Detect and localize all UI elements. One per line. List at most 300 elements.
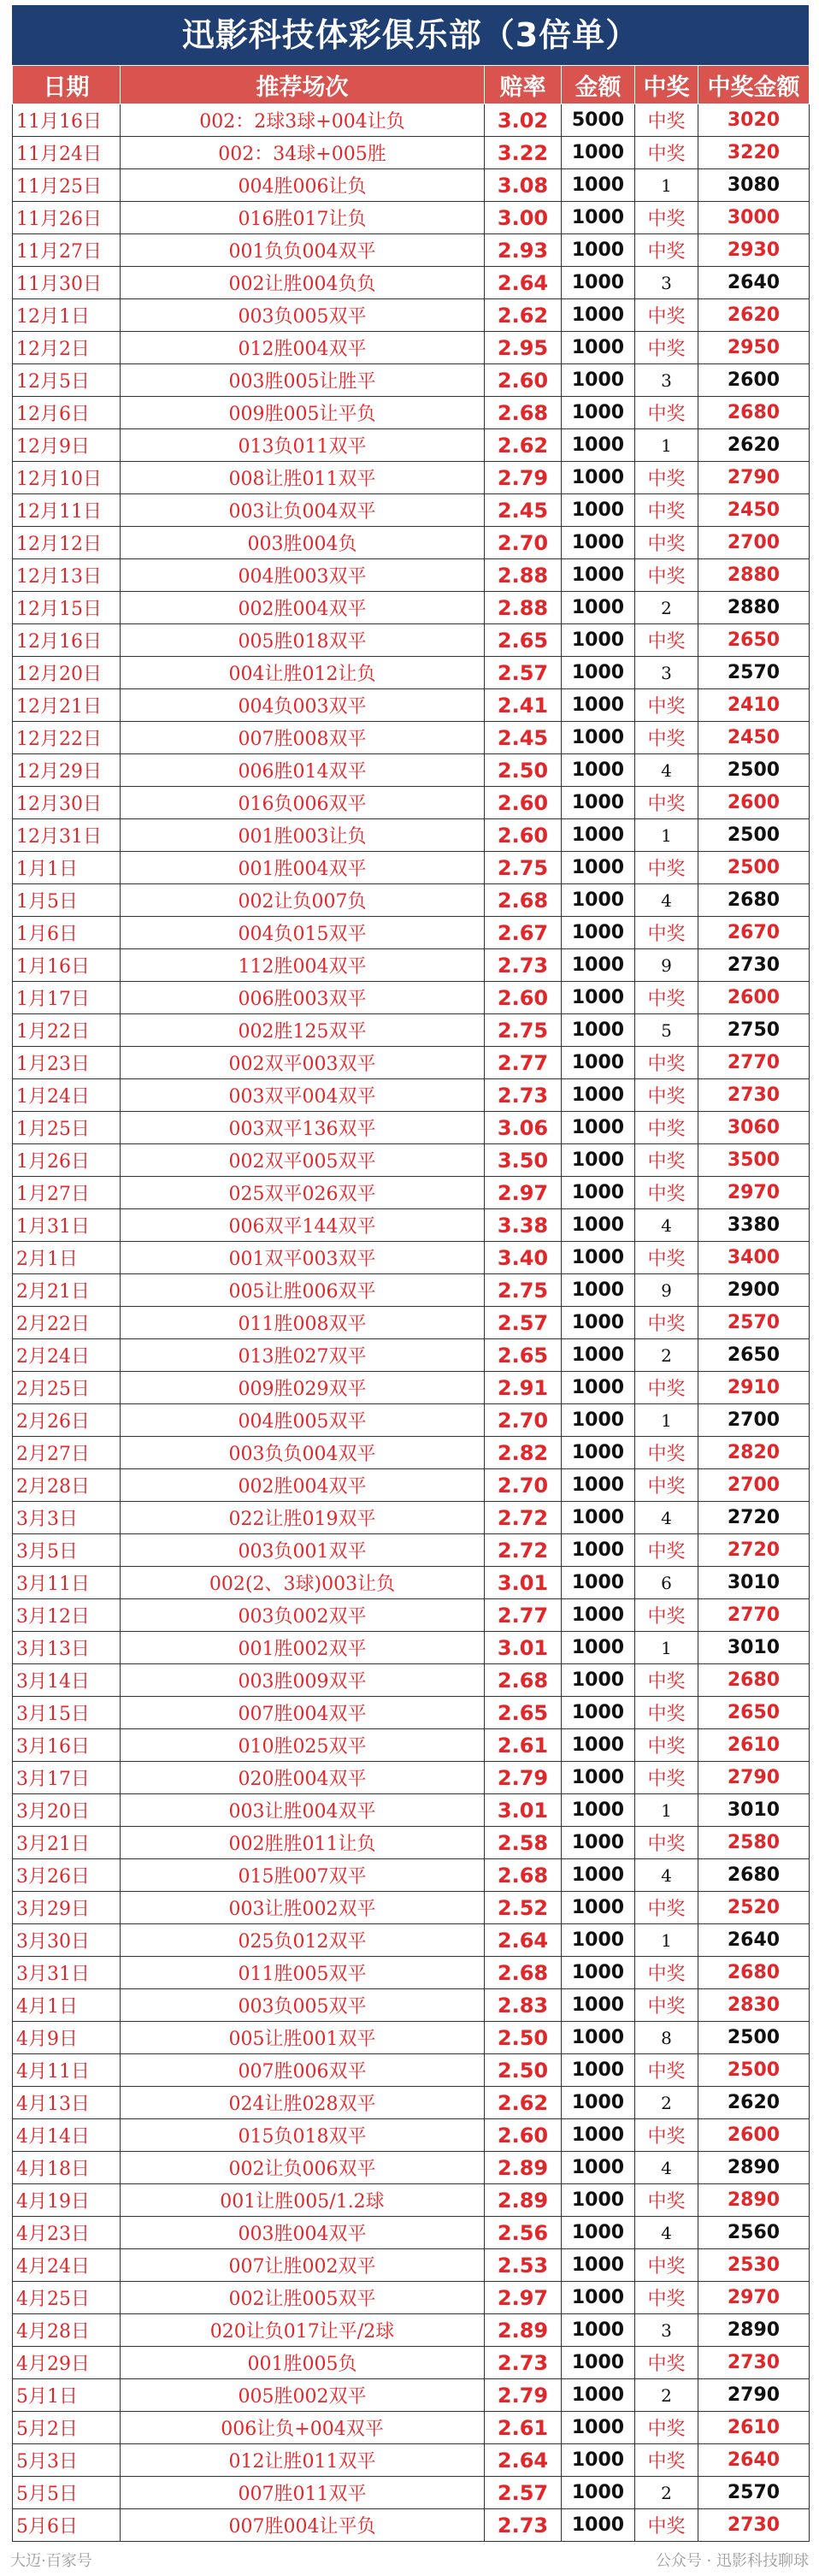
cell-amount: 1000: [562, 462, 635, 494]
cell-date: 2月27日: [13, 1437, 121, 1469]
table-row: [13, 1469, 810, 1502]
cell-match: 015胜007双平: [121, 1859, 485, 1892]
cell-prize: 2640: [698, 2444, 810, 2477]
table-row: [13, 494, 810, 527]
table-row: [13, 1339, 810, 1372]
cell-date: 5月1日: [13, 2379, 121, 2412]
cell-prize: 2730: [698, 2509, 810, 2542]
cell-result: 中奖: [635, 104, 698, 137]
cell-result: 中奖: [635, 1047, 698, 1079]
cell-date: 2月24日: [13, 1339, 121, 1372]
cell-prize: 3080: [698, 169, 810, 202]
cell-odds: 2.73: [485, 2509, 562, 2542]
cell-odds: 2.68: [485, 1859, 562, 1892]
cell-amount: 1000: [562, 2217, 635, 2249]
cell-match: 001让胜005/1.2球: [121, 2184, 485, 2217]
cell-date: 1月23日: [13, 1047, 121, 1079]
cell-prize: 2600: [698, 787, 810, 819]
cell-amount: 1000: [562, 2022, 635, 2054]
header-result: 中奖: [635, 66, 698, 104]
cell-odds: 2.91: [485, 1372, 562, 1404]
cell-date: 3月26日: [13, 1859, 121, 1892]
cell-amount: 1000: [562, 1729, 635, 1762]
table-row: [13, 559, 810, 592]
cell-result: 中奖: [635, 787, 698, 819]
cell-date: 12月22日: [13, 722, 121, 754]
cell-amount: 1000: [562, 592, 635, 624]
cell-amount: 1000: [562, 1177, 635, 1209]
cell-result: 中奖: [635, 2509, 698, 2542]
table-row: [13, 1144, 810, 1177]
cell-prize: 2650: [698, 1697, 810, 1729]
cell-match: 007胜008双平: [121, 722, 485, 754]
cell-prize: 2640: [698, 267, 810, 299]
table-row: [13, 819, 810, 852]
cell-result: 中奖: [635, 332, 698, 364]
cell-match: 003胜004负: [121, 527, 485, 559]
table-row: [13, 787, 810, 819]
cell-odds: 3.02: [485, 104, 562, 137]
cell-amount: 1000: [562, 1664, 635, 1697]
cell-odds: 2.53: [485, 2249, 562, 2282]
header-match: 推荐场次: [121, 66, 485, 104]
cell-date: 12月10日: [13, 462, 121, 494]
cell-odds: 2.77: [485, 1599, 562, 1632]
cell-odds: 2.67: [485, 917, 562, 949]
cell-date: 1月24日: [13, 1079, 121, 1112]
cell-match: 006让负+004双平: [121, 2412, 485, 2444]
cell-date: 12月29日: [13, 754, 121, 787]
cell-odds: 2.97: [485, 1177, 562, 1209]
cell-result: 中奖: [635, 624, 698, 657]
cell-match: 022让胜019双平: [121, 1502, 485, 1534]
cell-amount: 1000: [562, 267, 635, 299]
cell-prize: 2790: [698, 462, 810, 494]
cell-prize: 2750: [698, 1014, 810, 1047]
cell-prize: 2500: [698, 2022, 810, 2054]
cell-date: 3月13日: [13, 1632, 121, 1664]
cell-amount: 1000: [562, 852, 635, 884]
cell-date: 12月6日: [13, 397, 121, 429]
cell-prize: 2790: [698, 2379, 810, 2412]
table-row: [13, 1404, 810, 1437]
table-row: [13, 2379, 810, 2412]
cell-odds: 2.79: [485, 462, 562, 494]
watermark-right: 公众号 · 迅影科技聊球: [655, 2552, 809, 2570]
table-row: [13, 1924, 810, 1957]
cell-prize: 2830: [698, 1989, 810, 2022]
cell-match: 002让负007负: [121, 884, 485, 917]
cell-prize: 2770: [698, 1047, 810, 1079]
cell-amount: 1000: [562, 1892, 635, 1924]
cell-match: 020胜004双平: [121, 1762, 485, 1794]
cell-prize: 2600: [698, 2119, 810, 2152]
cell-result: 中奖: [635, 1534, 698, 1567]
cell-result: 中奖: [635, 397, 698, 429]
table-row: [13, 137, 810, 169]
cell-result: 2: [635, 2477, 698, 2509]
cell-result: 中奖: [635, 1242, 698, 1274]
cell-result: 中奖: [635, 917, 698, 949]
cell-date: 12月15日: [13, 592, 121, 624]
cell-date: 1月1日: [13, 852, 121, 884]
cell-result: 中奖: [635, 1079, 698, 1112]
cell-match: 016胜017让负: [121, 202, 485, 234]
table-row: [13, 1989, 810, 2022]
table-row: [13, 722, 810, 754]
cell-result: 中奖: [635, 2412, 698, 2444]
cell-amount: 1000: [562, 1014, 635, 1047]
table-row: [13, 2022, 810, 2054]
cell-match: 003让负004双平: [121, 494, 485, 527]
lottery-record-sheet: [12, 5, 809, 2542]
cell-amount: 1000: [562, 722, 635, 754]
cell-amount: 1000: [562, 1209, 635, 1242]
cell-match: 112胜004双平: [121, 949, 485, 982]
cell-date: 2月1日: [13, 1242, 121, 1274]
cell-result: 中奖: [635, 559, 698, 592]
cell-match: 005让胜001双平: [121, 2022, 485, 2054]
cell-odds: 3.06: [485, 1112, 562, 1144]
cell-match: 007胜011双平: [121, 2477, 485, 2509]
cell-odds: 2.45: [485, 494, 562, 527]
cell-date: 11月26日: [13, 202, 121, 234]
cell-match: 002双平005双平: [121, 1144, 485, 1177]
cell-amount: 1000: [562, 2509, 635, 2542]
cell-result: 中奖: [635, 1599, 698, 1632]
cell-amount: 1000: [562, 1794, 635, 1827]
table-row: [13, 1892, 810, 1924]
cell-date: 11月16日: [13, 104, 121, 137]
cell-date: 12月2日: [13, 332, 121, 364]
cell-match: 003双平136双平: [121, 1112, 485, 1144]
cell-amount: 1000: [562, 1567, 635, 1599]
cell-amount: 1000: [562, 1989, 635, 2022]
cell-match: 010胜025双平: [121, 1729, 485, 1762]
cell-odds: 2.72: [485, 1534, 562, 1567]
cell-prize: 2910: [698, 1372, 810, 1404]
cell-match: 006胜003双平: [121, 982, 485, 1014]
cell-date: 2月21日: [13, 1274, 121, 1307]
cell-prize: 2560: [698, 2217, 810, 2249]
cell-amount: 1000: [562, 1924, 635, 1957]
cell-match: 002(2、3球)003让负: [121, 1567, 485, 1599]
cell-result: 4: [635, 1209, 698, 1242]
header-odds: 赔率: [485, 66, 562, 104]
cell-date: 3月21日: [13, 1827, 121, 1859]
cell-odds: 2.68: [485, 1957, 562, 1989]
cell-date: 4月13日: [13, 2087, 121, 2119]
cell-match: 003双平004双平: [121, 1079, 485, 1112]
cell-result: 中奖: [635, 494, 698, 527]
cell-match: 003胜004双平: [121, 2217, 485, 2249]
cell-prize: 2950: [698, 332, 810, 364]
cell-prize: 2730: [698, 1079, 810, 1112]
cell-match: 004负003双平: [121, 689, 485, 722]
cell-amount: 1000: [562, 2087, 635, 2119]
cell-odds: 2.88: [485, 592, 562, 624]
cell-amount: 1000: [562, 2119, 635, 2152]
cell-amount: 1000: [562, 2477, 635, 2509]
cell-prize: 3020: [698, 104, 810, 137]
cell-match: 001双平003双平: [121, 1242, 485, 1274]
cell-prize: 3010: [698, 1567, 810, 1599]
cell-prize: 2530: [698, 2249, 810, 2282]
cell-odds: 2.57: [485, 1307, 562, 1339]
cell-amount: 1000: [562, 1697, 635, 1729]
cell-prize: 2700: [698, 1469, 810, 1502]
cell-result: 4: [635, 1859, 698, 1892]
cell-prize: 2970: [698, 2282, 810, 2314]
cell-prize: 2890: [698, 2184, 810, 2217]
cell-prize: 2820: [698, 1437, 810, 1469]
cell-prize: 2730: [698, 2347, 810, 2379]
cell-result: 中奖: [635, 2184, 698, 2217]
cell-match: 007胜004双平: [121, 1697, 485, 1729]
cell-match: 003负005双平: [121, 299, 485, 332]
cell-date: 3月20日: [13, 1794, 121, 1827]
cell-odds: 2.65: [485, 1697, 562, 1729]
table-row: [13, 657, 810, 689]
table-row: [13, 234, 810, 267]
cell-amount: 5000: [562, 104, 635, 137]
cell-prize: 2500: [698, 852, 810, 884]
cell-odds: 2.70: [485, 1469, 562, 1502]
cell-match: 024让胜028双平: [121, 2087, 485, 2119]
cell-date: 4月1日: [13, 1989, 121, 2022]
cell-amount: 1000: [562, 1339, 635, 1372]
cell-match: 006胜014双平: [121, 754, 485, 787]
cell-result: 中奖: [635, 1729, 698, 1762]
cell-match: 001胜005负: [121, 2347, 485, 2379]
cell-result: 中奖: [635, 1112, 698, 1144]
cell-match: 007让胜002双平: [121, 2249, 485, 2282]
cell-result: 中奖: [635, 689, 698, 722]
cell-match: 016负006双平: [121, 787, 485, 819]
cell-match: 001胜002双平: [121, 1632, 485, 1664]
cell-prize: 2500: [698, 819, 810, 852]
cell-result: 3: [635, 267, 698, 299]
table-row: [13, 1079, 810, 1112]
cell-date: 5月2日: [13, 2412, 121, 2444]
table-row: [13, 1372, 810, 1404]
cell-date: 11月27日: [13, 234, 121, 267]
cell-date: 3月30日: [13, 1924, 121, 1957]
table-row: [13, 982, 810, 1014]
cell-odds: 2.57: [485, 657, 562, 689]
cell-odds: 2.73: [485, 1079, 562, 1112]
cell-match: 012让胜011双平: [121, 2444, 485, 2477]
cell-date: 12月1日: [13, 299, 121, 332]
cell-amount: 1000: [562, 1762, 635, 1794]
table-row: [13, 624, 810, 657]
table-row: [13, 364, 810, 397]
table-row: [13, 2444, 810, 2477]
cell-amount: 1000: [562, 169, 635, 202]
table-row: [13, 884, 810, 917]
cell-amount: 1000: [562, 982, 635, 1014]
cell-odds: 2.83: [485, 1989, 562, 2022]
cell-date: 3月3日: [13, 1502, 121, 1534]
cell-date: 5月3日: [13, 2444, 121, 2477]
cell-prize: 2890: [698, 2314, 810, 2347]
cell-date: 1月27日: [13, 1177, 121, 1209]
cell-odds: 3.08: [485, 169, 562, 202]
cell-prize: 2570: [698, 2477, 810, 2509]
cell-odds: 2.70: [485, 1404, 562, 1437]
cell-result: 中奖: [635, 982, 698, 1014]
cell-match: 005胜018双平: [121, 624, 485, 657]
cell-amount: 1000: [562, 2249, 635, 2282]
cell-prize: 2680: [698, 1859, 810, 1892]
cell-prize: 2610: [698, 1729, 810, 1762]
cell-prize: 2520: [698, 1892, 810, 1924]
cell-match: 005胜002双平: [121, 2379, 485, 2412]
cell-odds: 2.64: [485, 2444, 562, 2477]
cell-result: 中奖: [635, 1957, 698, 1989]
cell-result: 5: [635, 1014, 698, 1047]
cell-date: 12月13日: [13, 559, 121, 592]
cell-amount: 1000: [562, 2314, 635, 2347]
cell-prize: 2410: [698, 689, 810, 722]
cell-odds: 2.75: [485, 1274, 562, 1307]
cell-match: 008让胜011双平: [121, 462, 485, 494]
cell-date: 12月31日: [13, 819, 121, 852]
table-body: [13, 104, 810, 2542]
cell-date: 11月24日: [13, 137, 121, 169]
cell-result: 4: [635, 754, 698, 787]
cell-date: 12月20日: [13, 657, 121, 689]
cell-prize: 2670: [698, 917, 810, 949]
table-header: [13, 66, 810, 104]
cell-result: 4: [635, 884, 698, 917]
cell-prize: 2620: [698, 429, 810, 462]
cell-amount: 1000: [562, 1632, 635, 1664]
cell-match: 002双平003双平: [121, 1047, 485, 1079]
table-row: [13, 299, 810, 332]
cell-match: 002：2球3球+004让负: [121, 104, 485, 137]
cell-odds: 2.62: [485, 2087, 562, 2119]
cell-odds: 2.89: [485, 2184, 562, 2217]
table-row: [13, 462, 810, 494]
cell-match: 002胜004双平: [121, 592, 485, 624]
cell-amount: 1000: [562, 1534, 635, 1567]
table-row: [13, 852, 810, 884]
cell-result: 中奖: [635, 2119, 698, 2152]
cell-match: 003胜009双平: [121, 1664, 485, 1697]
table-row: [13, 2184, 810, 2217]
table-row: [13, 1112, 810, 1144]
cell-prize: 2600: [698, 364, 810, 397]
cell-odds: 3.01: [485, 1632, 562, 1664]
cell-odds: 2.97: [485, 2282, 562, 2314]
cell-prize: 2680: [698, 1957, 810, 1989]
cell-match: 011胜008双平: [121, 1307, 485, 1339]
sheet-title: 迅影科技体彩俱乐部（3倍单）: [12, 5, 809, 65]
table-row: [13, 2347, 810, 2379]
cell-odds: 2.50: [485, 754, 562, 787]
cell-odds: 2.50: [485, 2054, 562, 2087]
table-row: [13, 1599, 810, 1632]
cell-match: 012胜004双平: [121, 332, 485, 364]
cell-prize: 2680: [698, 397, 810, 429]
table-row: [13, 1664, 810, 1697]
cell-date: 4月25日: [13, 2282, 121, 2314]
cell-prize: 3060: [698, 1112, 810, 1144]
cell-amount: 1000: [562, 1274, 635, 1307]
cell-date: 4月11日: [13, 2054, 121, 2087]
cell-amount: 1000: [562, 1859, 635, 1892]
cell-prize: 3220: [698, 137, 810, 169]
cell-odds: 3.38: [485, 1209, 562, 1242]
cell-amount: 1000: [562, 1242, 635, 1274]
cell-match: 002胜004双平: [121, 1469, 485, 1502]
cell-odds: 2.60: [485, 819, 562, 852]
cell-date: 3月31日: [13, 1957, 121, 1989]
cell-odds: 2.79: [485, 2379, 562, 2412]
table-row: [13, 1014, 810, 1047]
cell-date: 3月16日: [13, 1729, 121, 1762]
cell-match: 004负015双平: [121, 917, 485, 949]
table-row: [13, 429, 810, 462]
cell-match: 007胜004让平负: [121, 2509, 485, 2542]
cell-amount: 1000: [562, 2347, 635, 2379]
cell-result: 6: [635, 1567, 698, 1599]
cell-date: 3月29日: [13, 1892, 121, 1924]
cell-date: 11月30日: [13, 267, 121, 299]
cell-result: 中奖: [635, 137, 698, 169]
cell-odds: 2.95: [485, 332, 562, 364]
cell-odds: 2.77: [485, 1047, 562, 1079]
cell-amount: 1000: [562, 2184, 635, 2217]
cell-odds: 2.79: [485, 1762, 562, 1794]
cell-result: 2: [635, 592, 698, 624]
cell-date: 5月5日: [13, 2477, 121, 2509]
cell-match: 025双平026双平: [121, 1177, 485, 1209]
cell-prize: 2970: [698, 1177, 810, 1209]
cell-date: 1月16日: [13, 949, 121, 982]
cell-amount: 1000: [562, 1599, 635, 1632]
table-row: [13, 2477, 810, 2509]
cell-date: 3月12日: [13, 1599, 121, 1632]
cell-result: 1: [635, 1924, 698, 1957]
cell-date: 4月9日: [13, 2022, 121, 2054]
cell-date: 3月17日: [13, 1762, 121, 1794]
cell-odds: 2.88: [485, 559, 562, 592]
cell-odds: 3.00: [485, 202, 562, 234]
cell-amount: 1000: [562, 429, 635, 462]
cell-amount: 1000: [562, 1957, 635, 1989]
cell-amount: 1000: [562, 1047, 635, 1079]
cell-amount: 1000: [562, 917, 635, 949]
cell-match: 004胜006让负: [121, 169, 485, 202]
cell-prize: 2570: [698, 657, 810, 689]
cell-match: 003负001双平: [121, 1534, 485, 1567]
cell-date: 3月14日: [13, 1664, 121, 1697]
table-row: [13, 2152, 810, 2184]
cell-date: 1月25日: [13, 1112, 121, 1144]
cell-prize: 3500: [698, 1144, 810, 1177]
cell-date: 4月28日: [13, 2314, 121, 2347]
table-row: [13, 332, 810, 364]
cell-result: 中奖: [635, 1762, 698, 1794]
table-row: [13, 104, 810, 137]
cell-amount: 1000: [562, 1469, 635, 1502]
cell-match: 002胜125双平: [121, 1014, 485, 1047]
cell-result: 中奖: [635, 1307, 698, 1339]
table-row: [13, 202, 810, 234]
cell-date: 1月6日: [13, 917, 121, 949]
